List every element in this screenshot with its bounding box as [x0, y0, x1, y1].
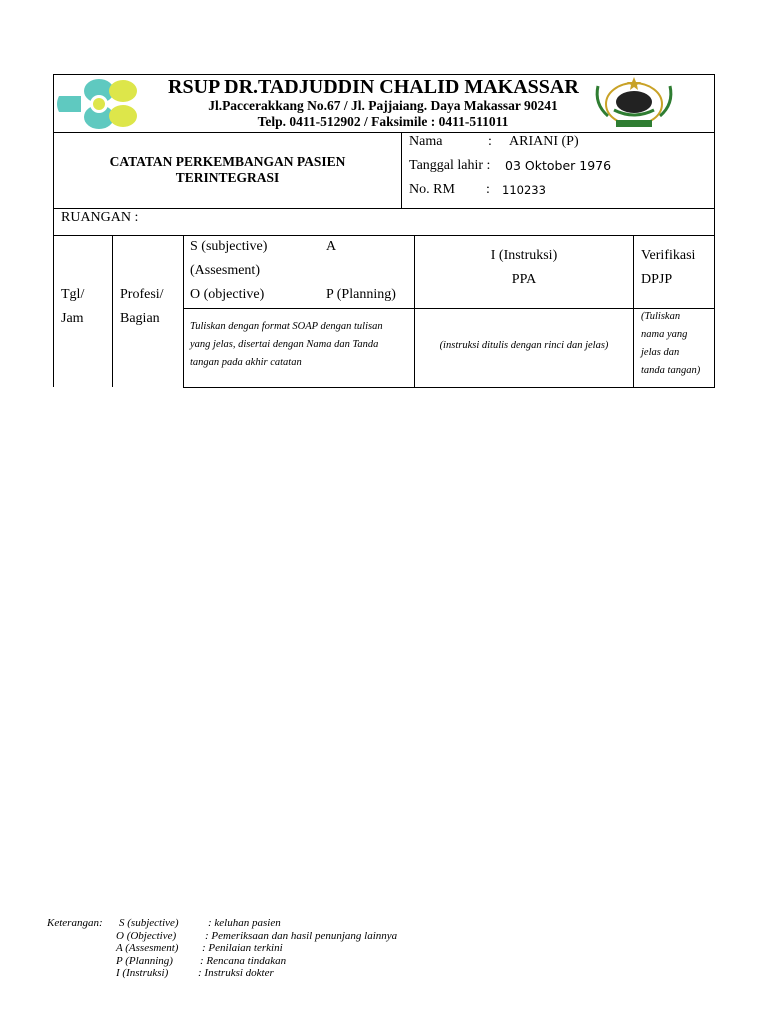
header-border-right [714, 74, 715, 388]
soap-o-label: O (objective) [190, 287, 265, 302]
col-verifikasi-line2: DPJP [641, 272, 673, 287]
legend-key-s: S (subjective) [119, 917, 179, 929]
verifikasi-note [641, 308, 700, 380]
soap-p-label: P (Planning) [326, 287, 396, 302]
col-instruksi-header [415, 244, 633, 292]
legend-desc-a: : Penilaian terkini [202, 942, 283, 954]
patient-name-sep: : [488, 134, 492, 149]
hospital-name: RSUP DR.TADJUDDIN CHALID MAKASSAR [168, 76, 579, 98]
soap-a-label: A [326, 239, 337, 254]
header-divider [53, 132, 715, 133]
soap-note [190, 318, 410, 372]
form-title-line1: CATATAN PERKEMBANGAN PASIEN [109, 154, 346, 169]
table-col-line-4 [633, 235, 634, 388]
col-verifikasi-line1: Verifikasi [641, 248, 696, 263]
col-tgl-line1: Tgl/ [61, 287, 85, 302]
table-header-bottom [183, 308, 715, 309]
col-profesi-line1: Profesi/ [120, 287, 164, 302]
ruangan-label: RUANGAN : [61, 210, 139, 225]
soap-note-line1: Tuliskan dengan format SOAP dengan tulisan [190, 321, 383, 332]
soap-note-line2: yang jelas, disertai dengan Nama dan Tanda [190, 339, 379, 350]
verif-note-line4: tanda tangan) [641, 365, 701, 376]
form-title-line2: TERINTEGRASI [175, 170, 280, 185]
legend-desc-s: : keluhan pasien [208, 917, 281, 929]
ruangan-row-bottom [53, 235, 715, 236]
col-profesi-header [120, 283, 164, 331]
hospital-address: Jl.Paccerakkang No.67 / Jl. Pajjaiang. Daya Makassar 90241 [208, 98, 558, 113]
legend-desc-p: : Rencana tindakan [200, 954, 287, 967]
hospital-logo-icon [55, 78, 140, 130]
header-border-top [53, 74, 715, 75]
instruksi-note: (instruksi ditulis dengan rinci dan jelas) [439, 340, 609, 351]
patient-name-label: Nama [409, 134, 443, 149]
legend-key-i: I (Instruksi) [116, 967, 169, 979]
col-tgl-line2: Jam [61, 311, 84, 326]
info-row-bottom [53, 208, 715, 209]
legend-keys [116, 917, 179, 980]
hospital-contact: Telp. 0411-512902 / Faksimile : 0411-511011 [257, 114, 509, 129]
patient-rm-label: No. RM [409, 182, 455, 197]
legend-title: Keterangan: [47, 917, 103, 929]
legend-desc-i: : Instruksi dokter [198, 967, 274, 979]
form-title [60, 154, 395, 186]
col-verifikasi-header [641, 244, 695, 292]
col-instruksi-line1: I (Instruksi) [490, 248, 558, 263]
legend-key-p: P (Planning) [116, 954, 173, 967]
patient-rm-sep: : [486, 182, 490, 197]
verif-note-line2: nama yang [641, 329, 688, 340]
soap-a-cont: (Assesment) [190, 263, 260, 278]
col-instruksi-line2: PPA [511, 272, 537, 287]
soap-s-label: S (subjective) [190, 239, 268, 254]
verif-note-line3: jelas dan [641, 347, 680, 358]
legend-key-a: A (Assesment) [116, 942, 179, 954]
legend-descs [198, 917, 397, 980]
col-profesi-line2: Bagian [120, 311, 160, 326]
patient-dob-label: Tanggal lahir : [409, 158, 491, 173]
col-tgl-jam-header [61, 283, 84, 331]
header-border-left [53, 74, 54, 387]
table-col-line-1 [112, 235, 113, 387]
ministry-emblem-icon [588, 76, 680, 132]
title-info-divider [401, 132, 402, 209]
table-bottom [183, 387, 715, 388]
soap-note-line3: tangan pada akhir catatan [190, 357, 302, 368]
legend-key-o: O (Objective) [116, 929, 177, 942]
verif-note-line1: (Tuliskan [641, 311, 681, 322]
table-col-line-2 [183, 235, 184, 388]
patient-rm-value: 110233 [502, 183, 546, 197]
patient-dob-value: 03 Oktober 1976 [505, 158, 612, 173]
legend-desc-o: : Pemeriksaan dan hasil penunjang lainnya [205, 929, 398, 942]
patient-name-value: ARIANI (P) [509, 134, 579, 149]
